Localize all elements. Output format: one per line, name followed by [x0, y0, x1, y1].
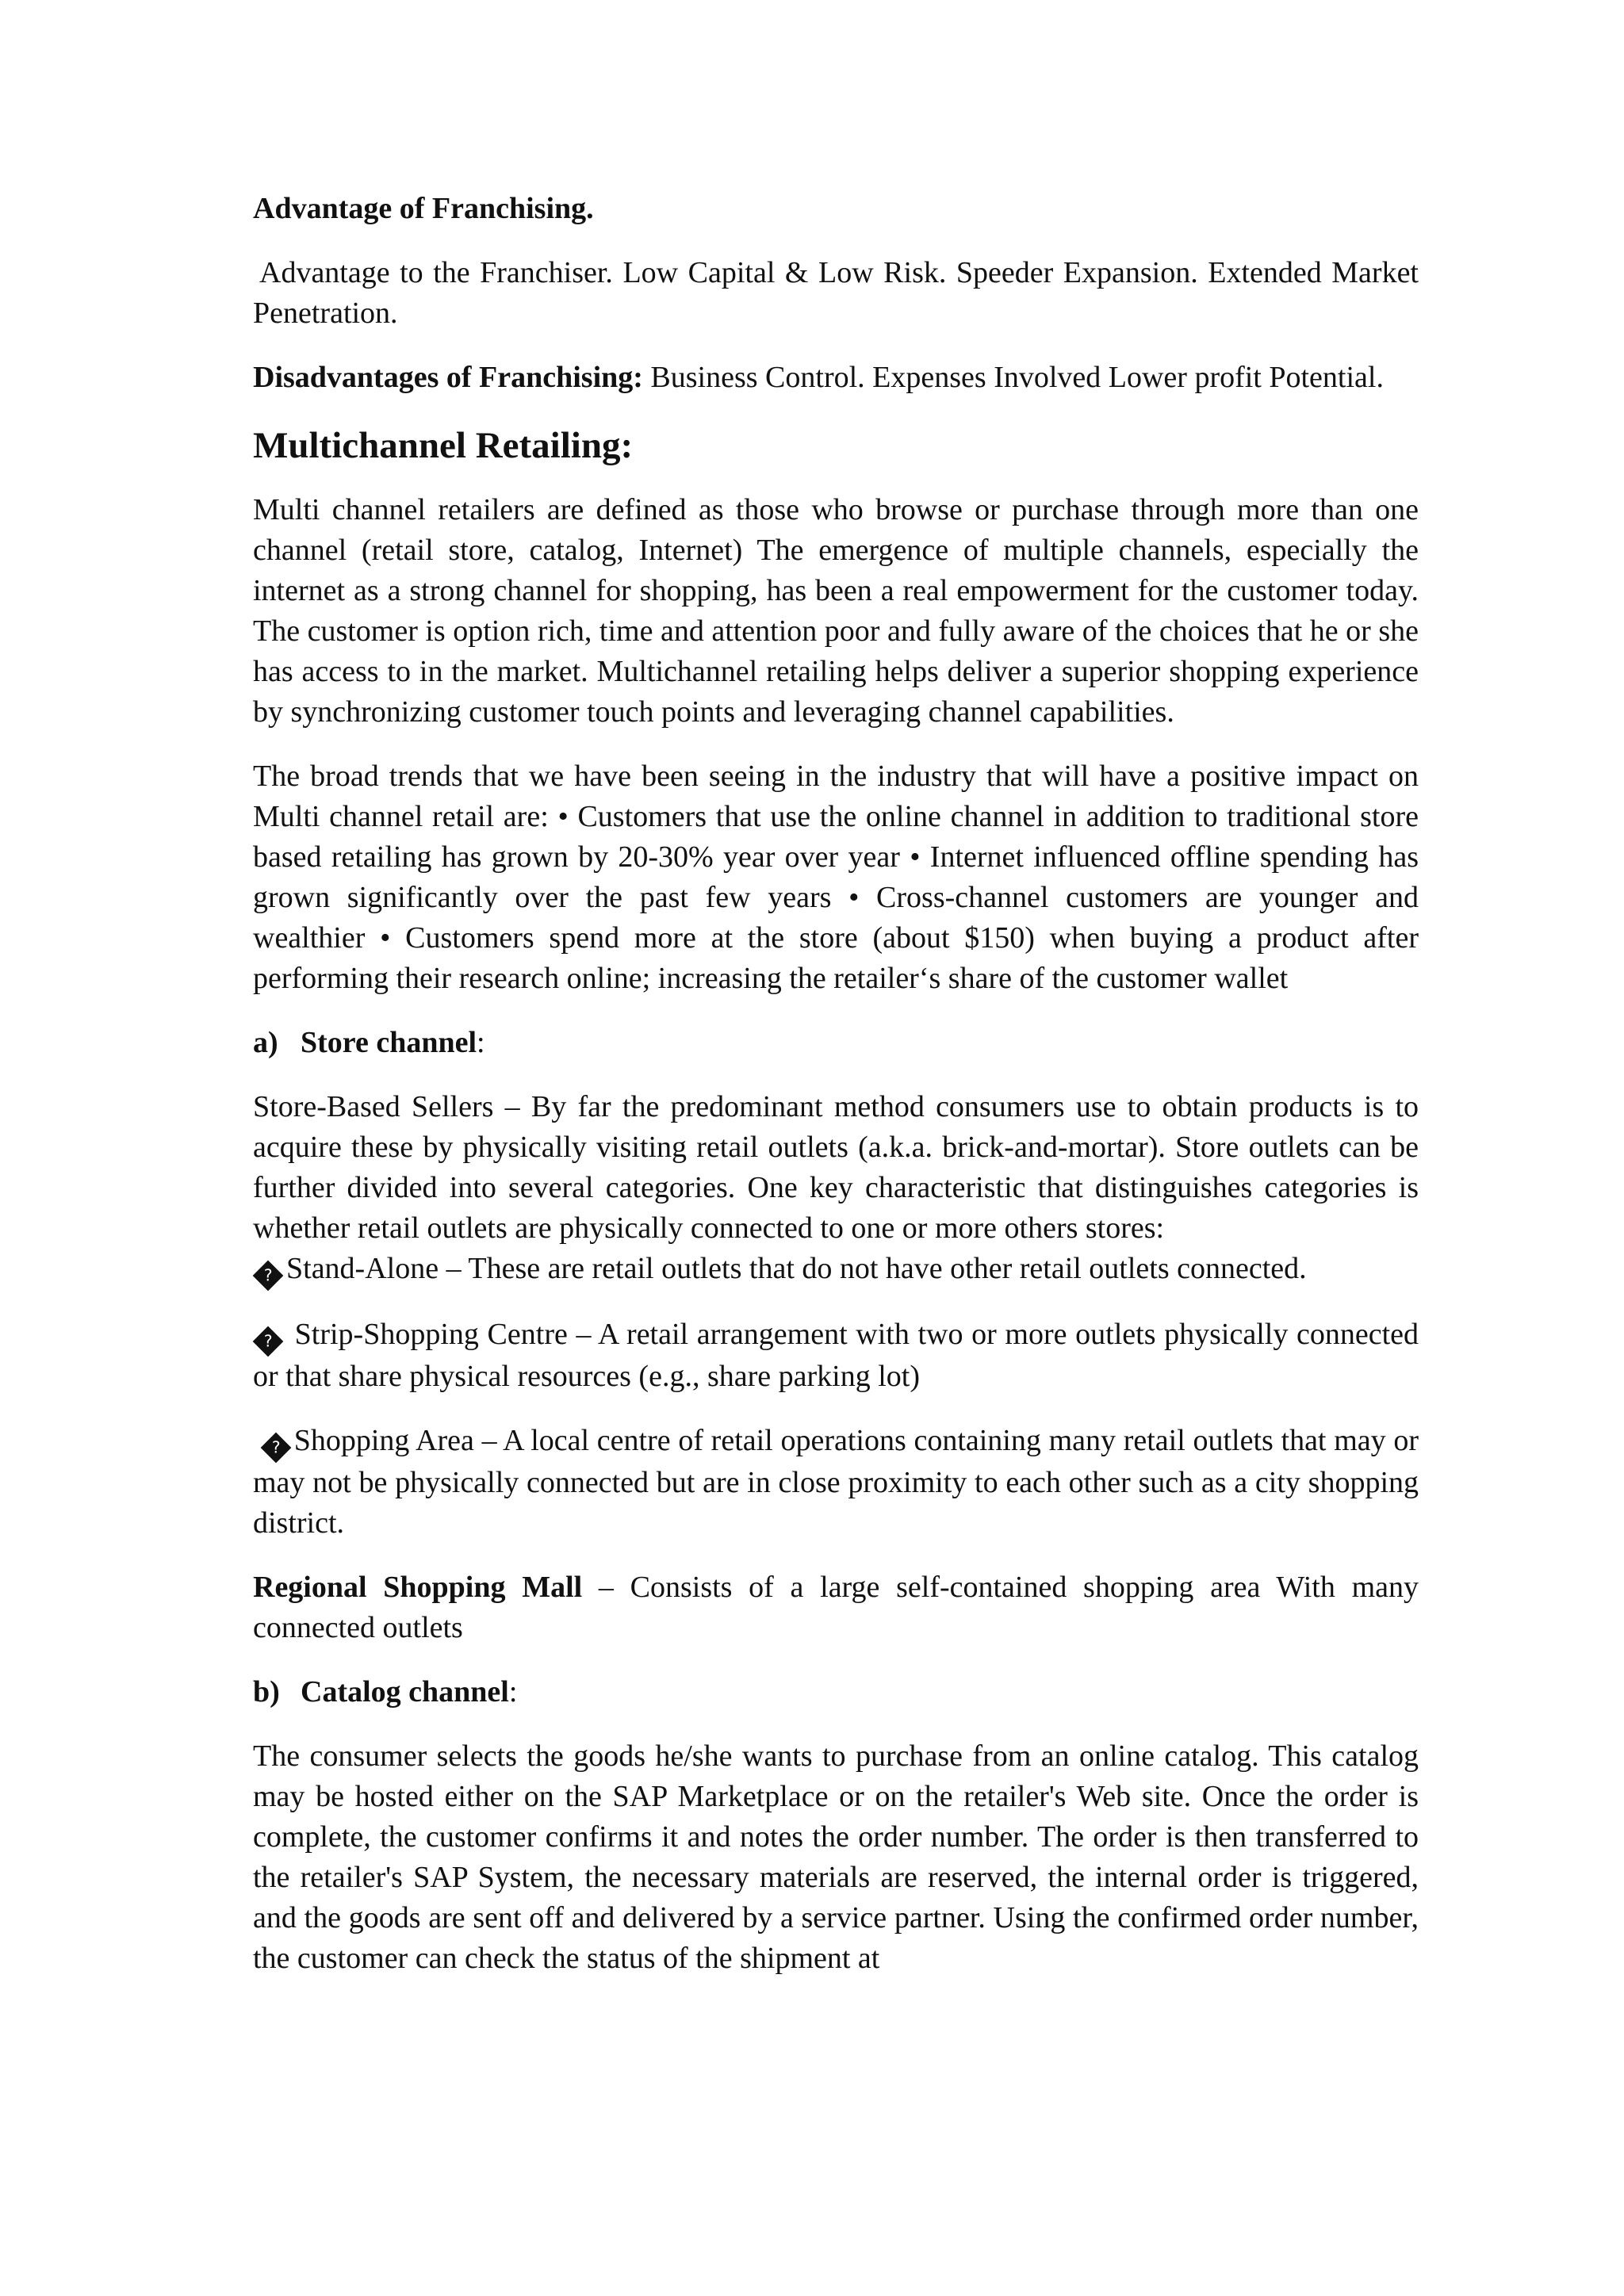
store-channel-paragraph — [253, 1087, 1419, 1291]
catalog-channel-colon: : — [508, 1675, 518, 1709]
multichannel-paragraph-2: The broad trends that we have been seeing in the industry that will have a positive impact on Multi channel retail are: • Customers that use the online channel in addition to traditional store based retailing has grown by 20-30% year over year • Internet influenced offline spending has grown significantly over the past few years • Cross-channel customers are younger and wealthier • Customers spend more at the store (about $150) when buying a product after performing their research online; increasing the retailer‘s share of the customer wallet — [253, 760, 1419, 995]
diamond-question-icon: ? — [253, 1261, 284, 1292]
diamond-question-icon: ? — [260, 1433, 291, 1464]
stand-alone-text: Stand-Alone – These are retail outlets that do not have other retail outlets connected. — [286, 1252, 1307, 1285]
store-channel-colon: : — [477, 1026, 485, 1059]
regional-mall-paragraph — [253, 1567, 1419, 1648]
disadvantage-text: Business Control. Expenses Involved Lower profit Potential. — [650, 361, 1384, 394]
strip-shopping-paragraph — [253, 1314, 1419, 1397]
regional-mall-text: – Consists of a large self-contained shopping area With many connected outlets — [253, 1571, 1419, 1644]
document-page — [253, 189, 1419, 2003]
diamond-question-icon: ? — [253, 1326, 284, 1357]
multichannel-paragraph-1: Multi channel retailers are defined as those who browse or purchase through more than one channel (retail store, catalog, Internet) The emergence of multiple channels, especially the internet as a strong channel for shopping, has been a real empowerment for the customer today. The customer is option rich, time and attention poor and fully aware of the choices that he or she has access to in the market. Multichannel retailing helps deliver a superior shopping experience by synchronizing customer touch points and leveraging channel capabilities. — [253, 493, 1419, 729]
advantage-paragraph — [253, 253, 1419, 334]
store-channel-marker: a) — [253, 1026, 278, 1059]
catalog-channel-paragraph: The consumer selects the goods he/she wants to purchase from an online catalog. This catalog may be hosted either on the SAP Marketplace or on the retailer's Web site. Once the order is complete, the customer confirms it and notes the order number. The order is then transferred to the retailer's SAP System, the necessary materials are reserved, the internal order is triggered, and the goods are sent off and delivered by a service partner. Using the confirmed order number, the customer can check the status of the shipment at — [253, 1739, 1419, 1975]
catalog-channel-marker: b) — [253, 1675, 280, 1709]
disadvantage-paragraph — [253, 358, 1419, 398]
multichannel-heading: Multichannel Retailing: — [253, 425, 634, 466]
store-channel-text: Store-Based Sellers – By far the predominant method consumers use to obtain products is to acquire these by physically visiting retail outlets (a.k.a. brick-and-mortar). Store outlets can be further divided into several categories. One key characteristic that distinguishes categories is whether retail outlets are physically connected to one or more others stores: — [253, 1090, 1419, 1245]
shopping-area-paragraph — [253, 1421, 1419, 1544]
store-channel-label: Store channel — [301, 1026, 477, 1059]
strip-shopping-text: Strip-Shopping Centre – A retail arrangement with two or more outlets physically connected or that share physical resources (e.g., share parking lot) — [253, 1318, 1419, 1393]
store-channel-heading — [253, 1023, 1419, 1063]
disadvantage-label: Disadvantages of Franchising: — [253, 361, 643, 394]
shopping-area-text: Shopping Area – A local centre of retail operations containing many retail outlets that may or may not be physically connected but are in close proximity to each other such as a city shopping district. — [253, 1424, 1419, 1540]
regional-mall-label: Regional Shopping Mall — [253, 1571, 583, 1604]
advantage-heading: Advantage of Franchising. — [253, 192, 594, 225]
advantage-text: Advantage to the Franchiser. Low Capital & Low Risk. Speeder Expansion. Extended Market Penetration. — [253, 256, 1419, 330]
catalog-channel-heading — [253, 1672, 1419, 1712]
catalog-channel-label: Catalog channel — [301, 1675, 509, 1709]
